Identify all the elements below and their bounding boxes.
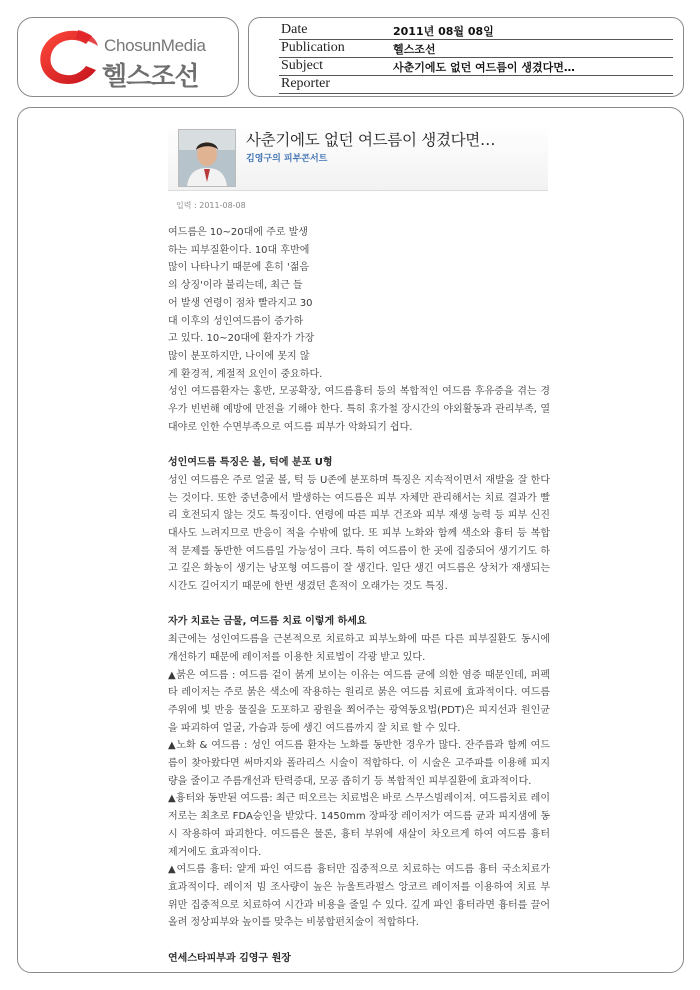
meta-value: 사춘기에도 없던 여드름이 생겼다면… — [393, 61, 575, 74]
logo-wordmark-en: ChosunMedia — [104, 36, 206, 55]
section-paragraph: ▲붉은 여드름 : 여드름 겉이 붉게 보이는 이유는 여드름 균에 의한 염증 때문인데, 퍼펙타 레이저는 주로 붉은 색소에 작용하는 원리로 붉은 여드름 치료에 효과적이다. 여드름 주위에 빛 반응 물질을 도포하고 광원을 쬐어주는 광역동요법(PDT)은 피지선과 원인균을 파괴하여 얼굴, 가슴과 등에 생긴 여드름까지 잘 치료 할 수 있다. — [168, 669, 550, 734]
chosun-c-logo-icon — [32, 24, 104, 90]
logo-wordmark-ko: 헬스조선 — [102, 62, 199, 92]
intro-line: 하는 피부질환이다. 10대 후반에 — [168, 244, 310, 256]
intro-line: 의 상징'이라 불리는데, 최근 들 — [168, 280, 303, 292]
meta-label: Publication — [281, 40, 345, 55]
author-photo — [178, 129, 236, 187]
intro-line: 게 환경적, 계절적 요인이 중요하다. — [168, 368, 323, 380]
section-paragraph: 최근에는 성인여드름을 근본적으로 치료하고 피부노화에 따른 다른 피부질환도 동시에 개선하기 때문에 레이저를 이용한 치료법이 각광 받고 있다. — [168, 634, 550, 663]
publish-date: 입력 : 2011-08-08 — [176, 201, 246, 210]
intro-line: 많이 분포하지만, 나이에 못지 않 — [168, 350, 310, 362]
meta-row-subject — [279, 58, 673, 76]
author-signature: 연세스타피부과 김영구 원장 — [168, 952, 291, 964]
meta-value: 헬스조선 — [393, 43, 436, 56]
meta-row-date — [279, 22, 673, 40]
section-paragraph: ▲흉터와 동반된 여드름: 최근 떠오르는 치료법은 바로 스무스빔레이저. 여드름치료 레이저로는 최초로 FDA승인을 받았다. 1450mm 장파장 레이저가 여드름 균과 피지샘에 동시 작용하여 파괴한다. 여드름은 물론, 흉터 부위에 새살이 차오르게 하여 여드름 흉터 제거에도 효과적이다. — [168, 793, 550, 858]
article-headline: 사춘기에도 없던 여드름이 생겼다면… — [246, 131, 496, 149]
meta-label: Date — [281, 22, 308, 37]
spacer — [168, 596, 550, 614]
article-panel — [17, 107, 684, 973]
intro-line: 어 발생 연령이 점차 빨라지고 30 — [168, 297, 313, 309]
intro-line: 고 있다. 10~20대에 환자가 가장 — [168, 333, 315, 345]
article-body — [168, 224, 550, 967]
author-portrait-icon — [179, 130, 235, 186]
article-header — [168, 124, 548, 191]
meta-label: Reporter — [281, 76, 330, 91]
intro-line: 많이 나타나기 때문에 흔히 '젊음 — [168, 262, 310, 274]
spacer — [168, 932, 550, 950]
meta-value: 2011년 08월 08일 — [393, 25, 494, 38]
section-paragraph: ▲여드름 흉터: 얕게 파인 여드름 흉터만 집중적으로 치료하는 여드름 흉터 국소치료가 효과적이다. 레이저 빔 조사량이 높은 뉴울트라펄스 앙코르 레이저를 이용하여 치료 부위만 집중적으로 치료하여 시간과 비용을 줄일 수 있다. 깊게 파인 흉터라면 흉터를 끌어올려 정상피부와 높이를 맞추는 비봉합펀치술이 적합하다. — [168, 864, 550, 929]
section-heading: 성인여드름 특징은 볼, 턱에 분포 U형 — [168, 457, 333, 469]
meta-label: Subject — [281, 58, 323, 73]
column-name: 김영구의 피부콘서트 — [246, 154, 328, 164]
section-paragraph: ▲노화 & 여드름 : 성인 여드름 환자는 노화를 동반한 경우가 많다. 잔주름과 함께 여드름이 찾아왔다면 써마지와 폴라리스 시술이 적합하다. 이 시술은 고주파를 이용해 피지량을 줄이고 주름개선과 탄력증대, 모공 좁히기 등 복합적인 피부질환에 효과적이다. — [168, 740, 550, 787]
intro-paragraph: 성인 여드름환자는 홍반, 모공확장, 여드름흉터 등의 복합적인 여드름 후유증을 겪는 경우가 빈번해 예방에 만전을 기해야 한다. 특히 휴가철 장시간의 야외활동과 관리부족, 열대야로 인한 수면부족으로 여드름 피부가 악화되기 쉽다. — [168, 386, 550, 433]
section-heading: 자가 치료는 금물, 여드름 치료 이렇게 하세요 — [168, 616, 367, 628]
meta-row-reporter — [279, 76, 673, 94]
section-paragraph: 성인 여드름은 주로 얼굴 볼, 턱 등 U존에 분포하며 특징은 지속적이면서 재발을 잘 한다는 것이다. 또한 중년층에서 발생하는 여드름은 피부 자체만 관리해서는 치료 결과가 빨리 호전되지 않는 것도 특징이다. 연령에 따른 피부 건조와 피부 재생 능력 등 피부 신진대사도 느려지므로 반응이 적을 수밖에 없다. 또 피부 노화와 함께 색소와 흉터 등 복합적 문제를 동반한 여드름일 가능성이 크다. 특히 여드름이 한 곳에 집중되어 생기기도 하고 깊은 화농이 생기는 낭포형 여드름이 잘 생긴다. 일단 생긴 여드름은 상처가 재생되는 시간도 길어지기 때문에 한번 생겼던 흔적이 오래가는 것도 특징. — [168, 474, 550, 593]
intro-line: 여드름은 10~20대에 주로 발생 — [168, 227, 308, 238]
meta-row-publication — [279, 40, 673, 58]
intro-line: 대 이후의 성인여드름이 증가하 — [168, 315, 304, 327]
logo-panel — [17, 17, 239, 97]
spacer — [168, 436, 550, 454]
meta-panel — [248, 17, 684, 97]
